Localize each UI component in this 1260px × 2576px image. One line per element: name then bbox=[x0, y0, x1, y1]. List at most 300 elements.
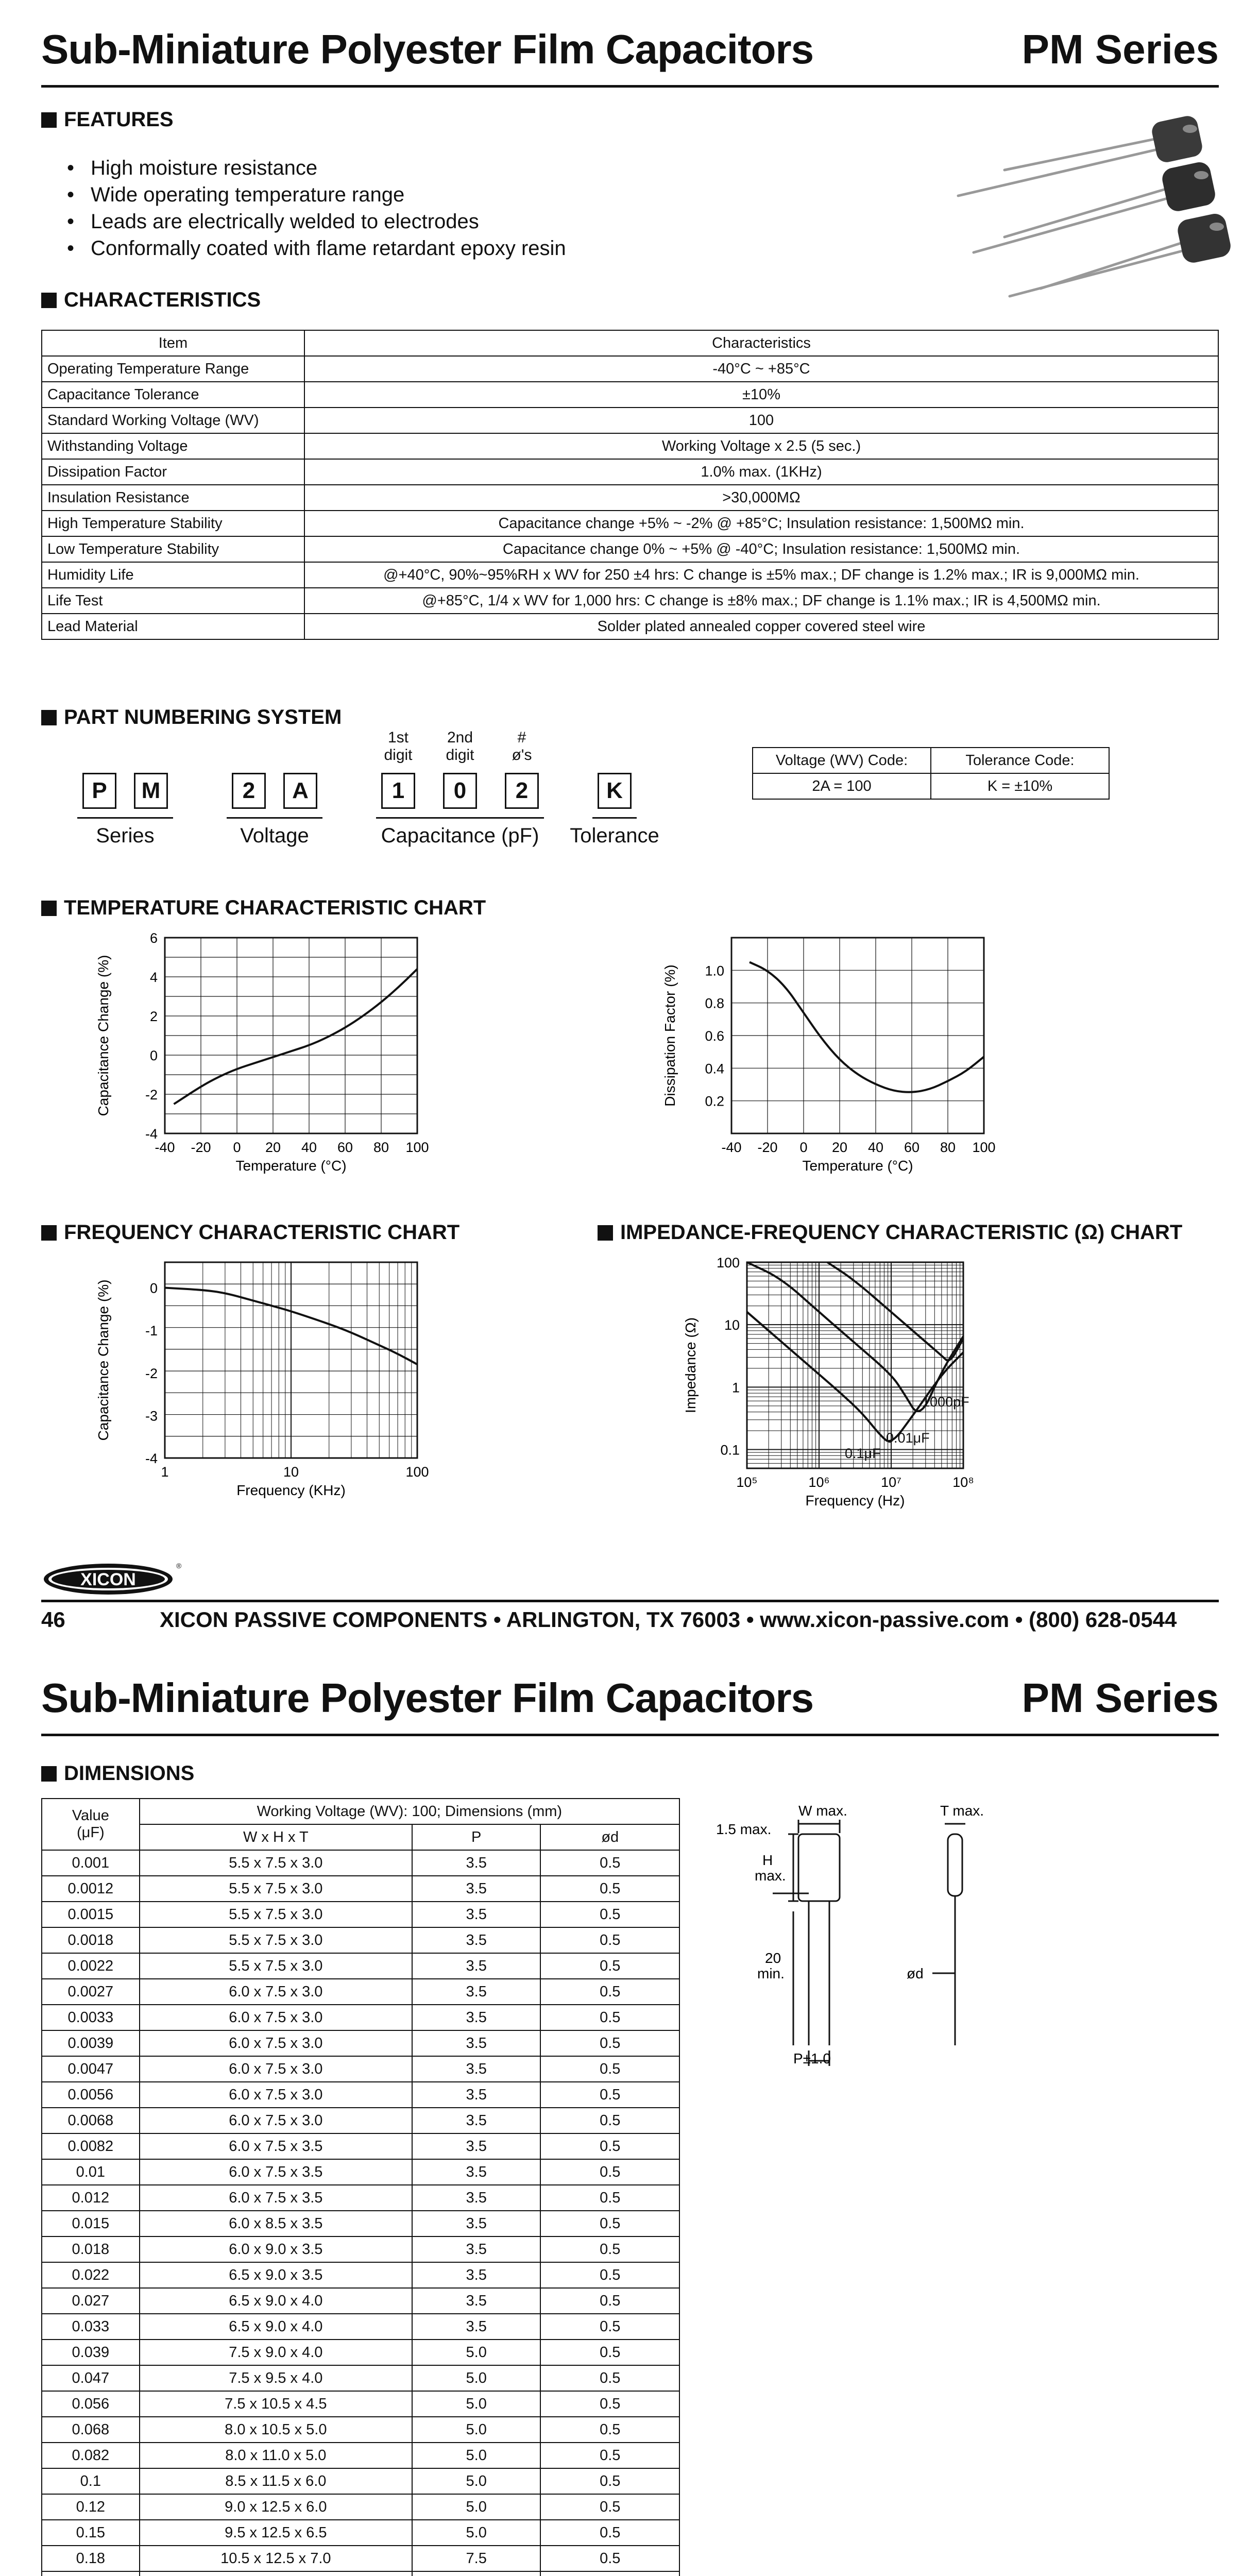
table-cell: 6.0 x 7.5 x 3.0 bbox=[140, 2082, 412, 2108]
table-cell: 0.5 bbox=[540, 1953, 679, 1979]
table-cell: 6.0 x 7.5 x 3.5 bbox=[140, 2159, 412, 2185]
table-header-row bbox=[42, 1799, 679, 1824]
digit-label-line: 2nd bbox=[447, 729, 473, 746]
table-cell: 8.0 x 11.0 x 5.0 bbox=[140, 2443, 412, 2468]
y-tick-label: 1.0 bbox=[705, 963, 724, 979]
table-cell: 0.022 bbox=[42, 2262, 140, 2288]
x-axis-label: Temperature (°C) bbox=[802, 1158, 913, 1174]
table-cell: 0.0018 bbox=[42, 1927, 140, 1953]
table-header-cell: Voltage (WV) Code: bbox=[753, 748, 931, 773]
table-cell: 0.18 bbox=[42, 2546, 140, 2571]
table-cell: 0.5 bbox=[540, 2262, 679, 2288]
footer-company: XICON PASSIVE COMPONENTS • ARLINGTON, TX 76003 • www.xicon-passive.com • (800) 628-0544 bbox=[160, 1607, 1177, 1632]
part-number-char: P bbox=[82, 773, 116, 809]
table-row bbox=[42, 2005, 679, 2030]
value-header-line: Value bbox=[72, 1807, 109, 1824]
section-bullet-icon bbox=[41, 1225, 57, 1241]
table-row bbox=[42, 2030, 679, 2056]
table-row bbox=[42, 1876, 679, 1902]
x-tick-label: 20 bbox=[265, 1140, 281, 1155]
table-cell: 0.033 bbox=[42, 2314, 140, 2340]
dimensions-heading: DIMENSIONS bbox=[41, 1762, 194, 1785]
lead-max-label: 1.5 max. bbox=[716, 1821, 772, 1837]
item-cell: Operating Temperature Range bbox=[42, 356, 304, 382]
table-row bbox=[42, 2417, 679, 2443]
table-row bbox=[42, 2236, 679, 2262]
table-cell: 8.5 x 11.5 x 6.0 bbox=[140, 2468, 412, 2494]
table-cell: 3.5 bbox=[412, 2108, 541, 2133]
table-cell: 0.5 bbox=[540, 2082, 679, 2108]
table-cell: 5.0 bbox=[412, 2417, 541, 2443]
table-row bbox=[42, 2108, 679, 2133]
table-cell: K = ±10% bbox=[931, 773, 1109, 799]
frequency-chart-heading: FREQUENCY CHARACTERISTIC CHART bbox=[41, 1221, 459, 1244]
table-row bbox=[42, 2443, 679, 2468]
table-row bbox=[753, 773, 1109, 799]
table-cell: 6.0 x 8.5 x 3.5 bbox=[140, 2211, 412, 2236]
group-underline bbox=[77, 817, 173, 819]
temperature-chart-heading: TEMPERATURE CHARACTERISTIC CHART bbox=[41, 896, 486, 920]
value-cell: @+40°C, 90%~95%RH x WV for 250 ±4 hrs: C change is ±5% max.; DF change is 1.2% max.; IR is 9,000MΩ min. bbox=[304, 562, 1218, 588]
table-cell: 0.0068 bbox=[42, 2108, 140, 2133]
table-row bbox=[42, 2133, 679, 2159]
table-cell: 6.0 x 7.5 x 3.0 bbox=[140, 2030, 412, 2056]
page-title: Sub-Miniature Polyester Film Capacitors bbox=[41, 26, 814, 72]
table-header-cell: Item bbox=[42, 330, 304, 356]
table-cell: 6.5 x 9.0 x 4.0 bbox=[140, 2314, 412, 2340]
page-46 bbox=[41, 21, 1219, 1638]
x-tick-label: 60 bbox=[337, 1140, 353, 1155]
y-tick-label: 0.6 bbox=[705, 1028, 724, 1044]
value-cell: ±10% bbox=[304, 382, 1218, 408]
table-cell: 3.5 bbox=[412, 2133, 541, 2159]
group-underline bbox=[227, 817, 322, 819]
table-cell: 0.5 bbox=[540, 2108, 679, 2133]
table-cell: 3.5 bbox=[412, 2288, 541, 2314]
table-cell: 0.5 bbox=[540, 1876, 679, 1902]
series-line bbox=[827, 1262, 963, 1361]
item-cell: High Temperature Stability bbox=[42, 511, 304, 536]
chart-grid bbox=[165, 938, 417, 1133]
table-row bbox=[42, 562, 1218, 588]
features-heading: FEATURES bbox=[41, 108, 174, 131]
xicon-logo bbox=[41, 1561, 180, 1597]
table-row bbox=[42, 1850, 679, 1876]
x-tick-label: 100 bbox=[405, 1464, 429, 1480]
y-tick-label: -3 bbox=[145, 1408, 158, 1424]
x-tick-label: 60 bbox=[904, 1140, 920, 1155]
table-cell: 5.0 bbox=[412, 2391, 541, 2417]
table-row bbox=[42, 2185, 679, 2211]
lead-diameter-label: ød bbox=[907, 1965, 924, 1981]
table-cell: 0.056 bbox=[42, 2391, 140, 2417]
table-header-cell: W x H x T bbox=[140, 1824, 412, 1850]
table-cell: 0.015 bbox=[42, 2211, 140, 2236]
value-cell: -40°C ~ +85°C bbox=[304, 356, 1218, 382]
feature-item: • Wide operating temperature range bbox=[67, 181, 566, 208]
table-header-cell: P bbox=[412, 1824, 541, 1850]
series-name: PM Series bbox=[1021, 26, 1219, 72]
y-tick-label: -2 bbox=[145, 1365, 158, 1381]
part-number-char: 2 bbox=[232, 773, 266, 809]
y-tick-label: 0.8 bbox=[705, 995, 724, 1011]
table-row bbox=[42, 2056, 679, 2082]
series-label: 0.1μF bbox=[845, 1446, 881, 1461]
value-header-line: (μF) bbox=[76, 1824, 105, 1841]
table-cell: 3.5 bbox=[412, 1850, 541, 1876]
x-axis-label: Frequency (Hz) bbox=[805, 1493, 905, 1509]
table-cell: 5.5 x 7.5 x 3.0 bbox=[140, 1876, 412, 1902]
table-cell: 5.5 x 7.5 x 3.0 bbox=[140, 1953, 412, 1979]
table-cell: 3.5 bbox=[412, 1876, 541, 1902]
item-cell: Lead Material bbox=[42, 614, 304, 639]
table-cell: 0.5 bbox=[540, 1927, 679, 1953]
logo-text: XICON bbox=[80, 1570, 136, 1589]
table-cell: 6.5 x 9.0 x 3.5 bbox=[140, 2262, 412, 2288]
table-cell: 6.0 x 7.5 x 3.5 bbox=[140, 2133, 412, 2159]
table-cell: 0.5 bbox=[540, 2030, 679, 2056]
digit-label-line: digit bbox=[446, 747, 474, 764]
section-bullet-icon bbox=[41, 901, 57, 916]
dimension-drawing bbox=[706, 1803, 1046, 2071]
table-cell: 0.5 bbox=[540, 1902, 679, 1927]
table-row bbox=[42, 614, 1218, 639]
table-cell: 0.001 bbox=[42, 1850, 140, 1876]
y-tick-label: 4 bbox=[149, 970, 158, 985]
y-tick-label: 0 bbox=[149, 1280, 158, 1296]
y-tick-label: 0.4 bbox=[705, 1061, 724, 1077]
pitch-label: P±1.0 bbox=[793, 2050, 831, 2066]
y-tick-label: -4 bbox=[145, 1126, 158, 1142]
table-cell: 2A = 100 bbox=[753, 773, 931, 799]
table-cell: 3.5 bbox=[412, 2262, 541, 2288]
table-cell: 6.0 x 7.5 x 3.5 bbox=[140, 2185, 412, 2211]
section-bullet-icon bbox=[598, 1225, 613, 1241]
x-tick-label: 40 bbox=[301, 1140, 317, 1155]
table-cell: 10.5 x 12.5 x 7.0 bbox=[140, 2546, 412, 2571]
dimensions-table bbox=[41, 1798, 680, 2576]
x-tick-label: 1 bbox=[161, 1464, 169, 1480]
y-tick-label: 0.1 bbox=[720, 1442, 740, 1458]
table-cell: 3.5 bbox=[412, 1927, 541, 1953]
table-cell: 0.5 bbox=[540, 2417, 679, 2443]
table-cell: 3.5 bbox=[412, 2030, 541, 2056]
group-label: Series bbox=[96, 824, 155, 847]
table-header-cell: Tolerance Code: bbox=[931, 748, 1109, 773]
table-cell: 3.5 bbox=[412, 2005, 541, 2030]
table-cell: 0.5 bbox=[540, 2185, 679, 2211]
table-cell: 0.0033 bbox=[42, 2005, 140, 2030]
table-row bbox=[42, 1953, 679, 1979]
table-cell: 3.5 bbox=[412, 1902, 541, 1927]
table-header-row bbox=[42, 330, 1218, 356]
y-axis-label: Dissipation Factor (%) bbox=[662, 964, 678, 1107]
table-cell: 0.5 bbox=[540, 2056, 679, 2082]
part-number-char: M bbox=[134, 773, 168, 809]
table-row bbox=[42, 511, 1218, 536]
section-bullet-icon bbox=[41, 1766, 57, 1782]
features-list bbox=[67, 155, 566, 262]
x-tick-label: 10 bbox=[283, 1464, 299, 1480]
temperature-dissipation-chart bbox=[659, 927, 1061, 1185]
table-row bbox=[42, 2314, 679, 2340]
table-row bbox=[42, 408, 1218, 433]
y-tick-label: -2 bbox=[145, 1087, 158, 1103]
item-cell: Humidity Life bbox=[42, 562, 304, 588]
x-tick-label: 10⁷ bbox=[881, 1475, 901, 1490]
y-axis-label: Capacitance Change (%) bbox=[95, 955, 111, 1116]
table-header-cell: ød bbox=[540, 1824, 679, 1850]
table-row bbox=[42, 1902, 679, 1927]
table-cell: 3.5 bbox=[412, 2185, 541, 2211]
table-cell: 5.5 x 7.5 x 3.0 bbox=[140, 1850, 412, 1876]
series-line bbox=[174, 969, 418, 1104]
part-number-char: A bbox=[283, 773, 317, 809]
capacitor-photo bbox=[938, 113, 1236, 299]
x-tick-label: 80 bbox=[373, 1140, 389, 1155]
table-cell: 0.5 bbox=[540, 2546, 679, 2571]
table-cell bbox=[42, 2571, 140, 2576]
table-cell: 5.5 x 7.5 x 3.0 bbox=[140, 1927, 412, 1953]
table-cell: 0.0056 bbox=[42, 2082, 140, 2108]
x-tick-label: 10⁶ bbox=[808, 1475, 830, 1490]
frequency-capacitance-chart bbox=[93, 1252, 495, 1510]
x-tick-label: 40 bbox=[867, 1140, 884, 1155]
svg-text:®: ® bbox=[176, 1562, 182, 1570]
y-tick-label: -4 bbox=[145, 1451, 158, 1466]
table-cell: 0.5 bbox=[540, 2365, 679, 2391]
group-underline bbox=[376, 817, 544, 819]
table-cell: 0.5 bbox=[540, 2133, 679, 2159]
page-header bbox=[41, 21, 1219, 88]
table-cell: 0.5 bbox=[540, 1979, 679, 2005]
table-cell: 0.068 bbox=[42, 2417, 140, 2443]
x-tick-label: 10⁸ bbox=[952, 1475, 974, 1490]
y-axis-label: Impedance (Ω) bbox=[683, 1317, 699, 1413]
section-bullet-icon bbox=[41, 710, 57, 725]
table-cell: 7.5 bbox=[412, 2546, 541, 2571]
characteristics-heading: CHARACTERISTICS bbox=[41, 289, 261, 312]
x-axis-label: Frequency (KHz) bbox=[236, 1482, 346, 1498]
table-cell: 6.5 x 9.0 x 4.0 bbox=[140, 2288, 412, 2314]
table-cell: 0.15 bbox=[42, 2520, 140, 2546]
part-number-char: 2 bbox=[505, 773, 539, 809]
table-cell: 5.0 bbox=[412, 2468, 541, 2494]
table-cell: 0.5 bbox=[540, 2159, 679, 2185]
x-tick-label: -20 bbox=[191, 1140, 211, 1155]
table-cell: 6.0 x 9.0 x 3.5 bbox=[140, 2236, 412, 2262]
x-tick-label: 10⁵ bbox=[736, 1475, 758, 1490]
table-cell: 0.5 bbox=[540, 2443, 679, 2468]
impedance-frequency-chart bbox=[680, 1252, 1082, 1540]
h-max-label-2: max. bbox=[755, 1868, 786, 1884]
table-cell: 5.0 bbox=[412, 2494, 541, 2520]
table-cell: 6.0 x 7.5 x 3.0 bbox=[140, 2056, 412, 2082]
page-header bbox=[41, 1669, 1219, 1736]
table-row bbox=[42, 2159, 679, 2185]
table-cell: 0.018 bbox=[42, 2236, 140, 2262]
table-cell: 9.5 x 12.5 x 6.5 bbox=[140, 2520, 412, 2546]
section-bullet-icon bbox=[41, 293, 57, 308]
table-cell: 0.047 bbox=[42, 2365, 140, 2391]
table-cell: 7.5 x 9.0 x 4.0 bbox=[140, 2340, 412, 2365]
series-name: PM Series bbox=[1021, 1675, 1219, 1721]
value-cell: Working Voltage x 2.5 (5 sec.) bbox=[304, 433, 1218, 459]
table-row bbox=[42, 2211, 679, 2236]
table-row bbox=[42, 433, 1218, 459]
series-line bbox=[750, 962, 984, 1092]
value-cell: Capacitance change +5% ~ -2% @ +85°C; Insulation resistance: 1,500MΩ min. bbox=[304, 511, 1218, 536]
value-cell: Capacitance change 0% ~ +5% @ -40°C; Insulation resistance: 1,500MΩ min. bbox=[304, 536, 1218, 562]
table-cell: 0.0027 bbox=[42, 1979, 140, 2005]
table-cell: 6.0 x 7.5 x 3.0 bbox=[140, 2108, 412, 2133]
temperature-capacitance-chart bbox=[93, 927, 495, 1185]
digit-label bbox=[433, 729, 487, 764]
table-row bbox=[42, 1979, 679, 2005]
series-label: 1000pF bbox=[922, 1394, 969, 1410]
value-header-cell bbox=[42, 1799, 140, 1850]
feature-item: • Leads are electrically welded to electrodes bbox=[67, 208, 566, 235]
table-cell: 6.0 x 7.5 x 3.0 bbox=[140, 2005, 412, 2030]
page-footer bbox=[41, 1600, 1219, 1636]
table-cell: 0.5 bbox=[540, 1850, 679, 1876]
y-tick-label: 2 bbox=[149, 1009, 158, 1024]
table-row bbox=[42, 588, 1218, 614]
x-tick-label: -20 bbox=[757, 1140, 778, 1155]
group-label: Capacitance (pF) bbox=[381, 824, 539, 847]
table-cell: 0.0047 bbox=[42, 2056, 140, 2082]
table-row bbox=[42, 2391, 679, 2417]
table-cell: 3.5 bbox=[412, 2056, 541, 2082]
table-cell bbox=[140, 2571, 412, 2576]
table-cell: 0.5 bbox=[540, 2236, 679, 2262]
group-header-cell: Working Voltage (WV): 100; Dimensions (mm) bbox=[140, 1799, 679, 1824]
table-row bbox=[42, 485, 1218, 511]
y-tick-label: -1 bbox=[145, 1323, 158, 1339]
table-cell: 0.5 bbox=[540, 2468, 679, 2494]
table-cell: 3.5 bbox=[412, 2211, 541, 2236]
table-cell: 0.5 bbox=[540, 2520, 679, 2546]
digit-label-line: # bbox=[517, 729, 526, 746]
value-cell: 100 bbox=[304, 408, 1218, 433]
table-row bbox=[42, 536, 1218, 562]
group-underline bbox=[592, 817, 637, 819]
table-cell: 5.0 bbox=[412, 2520, 541, 2546]
table-cell: 3.5 bbox=[412, 2159, 541, 2185]
group-label: Tolerance bbox=[570, 824, 659, 847]
table-row bbox=[42, 2520, 679, 2546]
table-cell: 0.5 bbox=[540, 2211, 679, 2236]
table-row bbox=[42, 459, 1218, 485]
chart-grid bbox=[747, 1262, 963, 1468]
table-row bbox=[42, 356, 1218, 382]
x-tick-label: 0 bbox=[233, 1140, 241, 1155]
part-numbering-heading: PART NUMBERING SYSTEM bbox=[41, 706, 342, 729]
y-tick-label: 6 bbox=[149, 930, 158, 946]
digit-label-line: 1st bbox=[387, 729, 409, 746]
table-cell: 0.027 bbox=[42, 2288, 140, 2314]
item-cell: Dissipation Factor bbox=[42, 459, 304, 485]
y-tick-label: 0.2 bbox=[705, 1093, 724, 1109]
part-number-char: K bbox=[598, 773, 632, 809]
table-cell: 0.0082 bbox=[42, 2133, 140, 2159]
value-cell: @+85°C, 1/4 x WV for 1,000 hrs: C change is ±8% max.; DF change is 1.1% max.; IR is 4,500MΩ min. bbox=[304, 588, 1218, 614]
table-row bbox=[42, 2082, 679, 2108]
item-cell: Low Temperature Stability bbox=[42, 536, 304, 562]
table-cell: 5.0 bbox=[412, 2340, 541, 2365]
table-cell: 0.0012 bbox=[42, 1876, 140, 1902]
table-cell: 3.5 bbox=[412, 1953, 541, 1979]
table-cell: 0.01 bbox=[42, 2159, 140, 2185]
table-cell: 9.0 x 12.5 x 6.0 bbox=[140, 2494, 412, 2520]
table-header-cell: Characteristics bbox=[304, 330, 1218, 356]
table-cell: 3.5 bbox=[412, 2082, 541, 2108]
x-tick-label: 0 bbox=[799, 1140, 808, 1155]
y-tick-label: 0 bbox=[149, 1048, 158, 1063]
table-row bbox=[42, 2340, 679, 2365]
table-cell: 8.0 x 10.5 x 5.0 bbox=[140, 2417, 412, 2443]
series-label: 0.01μF bbox=[886, 1430, 930, 1446]
page-47 bbox=[41, 1669, 1219, 2576]
table-cell: 3.5 bbox=[412, 2236, 541, 2262]
y-tick-label: 10 bbox=[724, 1317, 740, 1333]
table-cell: 0.5 bbox=[540, 2288, 679, 2314]
group-label: Voltage bbox=[240, 824, 309, 847]
page-number: 46 bbox=[41, 1607, 65, 1632]
table-row bbox=[42, 2468, 679, 2494]
table-row bbox=[42, 2262, 679, 2288]
table-cell: 0.12 bbox=[42, 2494, 140, 2520]
table-cell: 0.012 bbox=[42, 2185, 140, 2211]
digit-label-line: ø's bbox=[512, 747, 532, 764]
table-cell: 7.5 x 9.5 x 4.0 bbox=[140, 2365, 412, 2391]
table-cell: 0.0015 bbox=[42, 1902, 140, 1927]
table-row bbox=[42, 382, 1218, 408]
w-max-label: W max. bbox=[798, 1803, 847, 1819]
item-cell: Insulation Resistance bbox=[42, 485, 304, 511]
y-axis-label: Capacitance Change (%) bbox=[95, 1279, 111, 1441]
feature-item: • Conformally coated with flame retardant epoxy resin bbox=[67, 235, 566, 262]
y-tick-label: 1 bbox=[731, 1380, 740, 1396]
x-tick-label: 100 bbox=[405, 1140, 429, 1155]
value-cell: Solder plated annealed copper covered steel wire bbox=[304, 614, 1218, 639]
table-cell bbox=[540, 2571, 679, 2576]
table-cell: 0.1 bbox=[42, 2468, 140, 2494]
plot-frame bbox=[747, 1262, 963, 1468]
x-tick-label: -40 bbox=[155, 1140, 175, 1155]
table-row bbox=[42, 2288, 679, 2314]
table-cell: 0.0039 bbox=[42, 2030, 140, 2056]
codes-table bbox=[752, 747, 1110, 800]
series-line bbox=[747, 1312, 963, 1441]
item-cell: Capacitance Tolerance bbox=[42, 382, 304, 408]
table-cell: 6.0 x 7.5 x 3.0 bbox=[140, 1979, 412, 2005]
table-cell: 0.5 bbox=[540, 2340, 679, 2365]
table-row bbox=[42, 1927, 679, 1953]
value-cell: >30,000MΩ bbox=[304, 485, 1218, 511]
lead-length-label-2: min. bbox=[757, 1965, 785, 1981]
table-cell: 0.5 bbox=[540, 2005, 679, 2030]
table-row bbox=[42, 2571, 679, 2576]
value-cell: 1.0% max. (1KHz) bbox=[304, 459, 1218, 485]
table-cell: 7.5 x 10.5 x 4.5 bbox=[140, 2391, 412, 2417]
x-tick-label: 20 bbox=[831, 1140, 848, 1155]
part-number-char: 1 bbox=[381, 773, 415, 809]
section-bullet-icon bbox=[41, 112, 57, 128]
table-cell: 3.5 bbox=[412, 2314, 541, 2340]
table-header-row bbox=[753, 748, 1109, 773]
table-cell: 0.5 bbox=[540, 2391, 679, 2417]
